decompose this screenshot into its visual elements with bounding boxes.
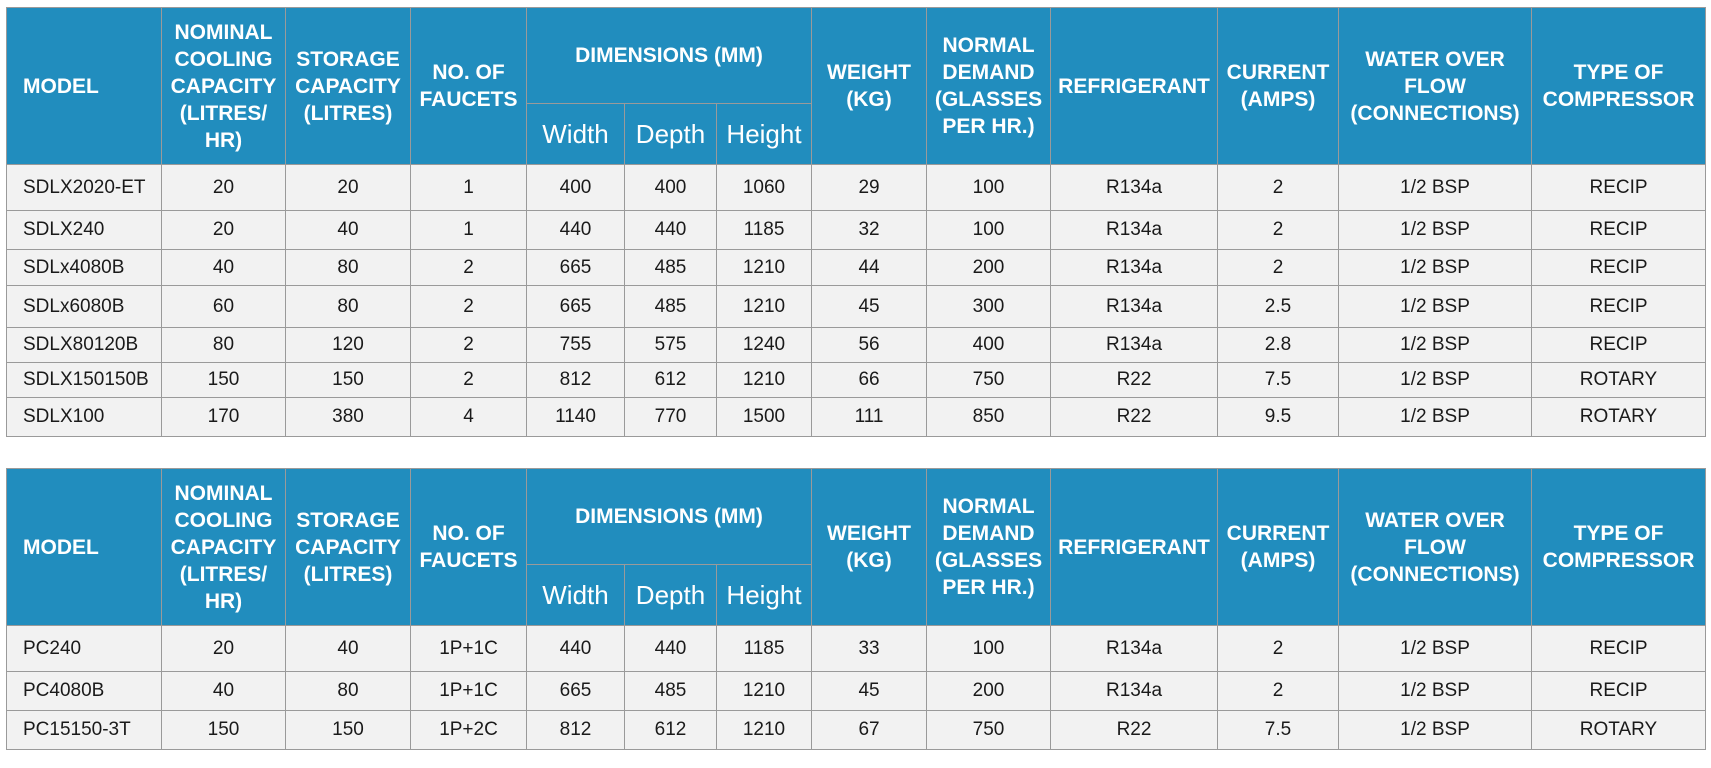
cell-cooling-capacity: 80 [162, 328, 286, 363]
cell-width: 665 [527, 250, 625, 286]
cell-current: 2 [1218, 626, 1339, 672]
cell-weight: 29 [812, 165, 927, 211]
cell-storage-capacity: 150 [286, 363, 411, 398]
cell-storage-capacity: 80 [286, 672, 411, 711]
cell-current: 2 [1218, 211, 1339, 250]
cell-weight: 45 [812, 286, 927, 328]
header-width: Width [527, 104, 625, 165]
table-row [7, 711, 1706, 750]
cell-model: SDLx4080B [7, 250, 162, 286]
header-weight: WEIGHT (KG) [812, 469, 927, 626]
cell-water-overflow: 1/2 BSP [1339, 363, 1532, 398]
cell-cooling-capacity: 20 [162, 626, 286, 672]
cell-cooling-capacity: 20 [162, 211, 286, 250]
cell-water-overflow: 1/2 BSP [1339, 328, 1532, 363]
cell-model: SDLX150150B [7, 363, 162, 398]
cell-demand: 750 [927, 711, 1051, 750]
cell-depth: 485 [625, 672, 717, 711]
spec-table-pc [6, 468, 1706, 750]
cell-refrigerant: R134a [1051, 328, 1218, 363]
cell-water-overflow: 1/2 BSP [1339, 398, 1532, 437]
cell-weight: 56 [812, 328, 927, 363]
cell-storage-capacity: 80 [286, 286, 411, 328]
header-compressor: TYPE OF COMPRESSOR [1532, 469, 1706, 626]
cell-water-overflow: 1/2 BSP [1339, 165, 1532, 211]
cell-height: 1060 [717, 165, 812, 211]
cell-demand: 100 [927, 626, 1051, 672]
cell-faucets: 2 [411, 286, 527, 328]
cell-current: 2.5 [1218, 286, 1339, 328]
cell-compressor: ROTARY [1532, 363, 1706, 398]
header-dimensions: DIMENSIONS (MM) [527, 469, 812, 565]
cell-refrigerant: R134a [1051, 626, 1218, 672]
cell-model: PC240 [7, 626, 162, 672]
cell-refrigerant: R134a [1051, 672, 1218, 711]
cell-weight: 44 [812, 250, 927, 286]
cell-compressor: ROTARY [1532, 398, 1706, 437]
cell-weight: 111 [812, 398, 927, 437]
header-weight: WEIGHT (KG) [812, 8, 927, 165]
cell-compressor: RECIP [1532, 165, 1706, 211]
cell-width: 440 [527, 626, 625, 672]
header-current: CURRENT (AMPS) [1218, 469, 1339, 626]
header-faucets: NO. OF FAUCETS [411, 8, 527, 165]
cell-refrigerant: R22 [1051, 711, 1218, 750]
cell-depth: 575 [625, 328, 717, 363]
cell-water-overflow: 1/2 BSP [1339, 286, 1532, 328]
cell-width: 440 [527, 211, 625, 250]
header-cooling-capacity: NOMINAL COOLING CAPACITY (LITRES/ HR) [162, 469, 286, 626]
header-cooling-capacity: NOMINAL COOLING CAPACITY (LITRES/ HR) [162, 8, 286, 165]
cell-height: 1210 [717, 711, 812, 750]
header-storage-capacity: STORAGE CAPACITY (LITRES) [286, 8, 411, 165]
cell-model: PC15150-3T [7, 711, 162, 750]
cell-storage-capacity: 120 [286, 328, 411, 363]
cell-width: 400 [527, 165, 625, 211]
cell-weight: 45 [812, 672, 927, 711]
cell-cooling-capacity: 150 [162, 363, 286, 398]
cell-current: 7.5 [1218, 363, 1339, 398]
cell-demand: 400 [927, 328, 1051, 363]
table-row [7, 626, 1706, 672]
cell-height: 1185 [717, 211, 812, 250]
cell-compressor: ROTARY [1532, 711, 1706, 750]
header-model: MODEL [7, 8, 162, 165]
header-depth: Depth [625, 565, 717, 626]
cell-depth: 770 [625, 398, 717, 437]
cell-cooling-capacity: 150 [162, 711, 286, 750]
header-height: Height [717, 565, 812, 626]
cell-depth: 400 [625, 165, 717, 211]
cell-faucets: 1 [411, 165, 527, 211]
cell-faucets: 2 [411, 363, 527, 398]
cell-demand: 100 [927, 165, 1051, 211]
cell-height: 1240 [717, 328, 812, 363]
cell-model: PC4080B [7, 672, 162, 711]
cell-depth: 612 [625, 711, 717, 750]
cell-compressor: RECIP [1532, 211, 1706, 250]
cell-weight: 33 [812, 626, 927, 672]
header-height: Height [717, 104, 812, 165]
cell-model: SDLx6080B [7, 286, 162, 328]
cell-compressor: RECIP [1532, 626, 1706, 672]
cell-height: 1210 [717, 363, 812, 398]
cell-storage-capacity: 150 [286, 711, 411, 750]
cell-model: SDLX240 [7, 211, 162, 250]
cell-current: 2.8 [1218, 328, 1339, 363]
header-demand: NORMAL DEMAND (GLASSES PER HR.) [927, 8, 1051, 165]
table-row [7, 363, 1706, 398]
cell-height: 1210 [717, 250, 812, 286]
cell-refrigerant: R134a [1051, 286, 1218, 328]
spec-table-sdlx [6, 7, 1706, 437]
cell-depth: 612 [625, 363, 717, 398]
cell-cooling-capacity: 60 [162, 286, 286, 328]
header-water-overflow: WATER OVER FLOW (CONNECTIONS) [1339, 8, 1532, 165]
cell-width: 1140 [527, 398, 625, 437]
cell-refrigerant: R22 [1051, 363, 1218, 398]
cell-faucets: 2 [411, 250, 527, 286]
cell-depth: 440 [625, 626, 717, 672]
cell-height: 1210 [717, 672, 812, 711]
header-model: MODEL [7, 469, 162, 626]
cell-depth: 485 [625, 286, 717, 328]
cell-width: 812 [527, 363, 625, 398]
cell-storage-capacity: 40 [286, 211, 411, 250]
cell-storage-capacity: 380 [286, 398, 411, 437]
cell-compressor: RECIP [1532, 286, 1706, 328]
cell-refrigerant: R22 [1051, 398, 1218, 437]
cell-height: 1210 [717, 286, 812, 328]
cell-water-overflow: 1/2 BSP [1339, 626, 1532, 672]
cell-storage-capacity: 40 [286, 626, 411, 672]
cell-height: 1500 [717, 398, 812, 437]
cell-height: 1185 [717, 626, 812, 672]
header-refrigerant: REFRIGERANT [1051, 8, 1218, 165]
cell-model: SDLX100 [7, 398, 162, 437]
header-compressor: TYPE OF COMPRESSOR [1532, 8, 1706, 165]
header-depth: Depth [625, 104, 717, 165]
cell-depth: 440 [625, 211, 717, 250]
cell-width: 812 [527, 711, 625, 750]
cell-weight: 67 [812, 711, 927, 750]
cell-cooling-capacity: 40 [162, 250, 286, 286]
cell-storage-capacity: 80 [286, 250, 411, 286]
cell-water-overflow: 1/2 BSP [1339, 211, 1532, 250]
cell-demand: 200 [927, 250, 1051, 286]
header-demand: NORMAL DEMAND (GLASSES PER HR.) [927, 469, 1051, 626]
cell-water-overflow: 1/2 BSP [1339, 250, 1532, 286]
cell-faucets: 2 [411, 328, 527, 363]
cell-water-overflow: 1/2 BSP [1339, 672, 1532, 711]
cell-demand: 200 [927, 672, 1051, 711]
table-body [7, 165, 1706, 437]
cell-width: 665 [527, 672, 625, 711]
header-width: Width [527, 565, 625, 626]
cell-cooling-capacity: 20 [162, 165, 286, 211]
cell-model: SDLX2020-ET [7, 165, 162, 211]
cell-faucets: 1P+2C [411, 711, 527, 750]
cell-current: 2 [1218, 250, 1339, 286]
cell-refrigerant: R134a [1051, 211, 1218, 250]
cell-weight: 66 [812, 363, 927, 398]
cell-compressor: RECIP [1532, 250, 1706, 286]
header-water-overflow: WATER OVER FLOW (CONNECTIONS) [1339, 469, 1532, 626]
cell-weight: 32 [812, 211, 927, 250]
cell-faucets: 1 [411, 211, 527, 250]
cell-refrigerant: R134a [1051, 250, 1218, 286]
cell-current: 2 [1218, 672, 1339, 711]
cell-depth: 485 [625, 250, 717, 286]
cell-faucets: 1P+1C [411, 626, 527, 672]
table-row [7, 672, 1706, 711]
table-row [7, 286, 1706, 328]
cell-width: 665 [527, 286, 625, 328]
cell-current: 2 [1218, 165, 1339, 211]
header-dimensions: DIMENSIONS (MM) [527, 8, 812, 104]
cell-demand: 300 [927, 286, 1051, 328]
cell-water-overflow: 1/2 BSP [1339, 711, 1532, 750]
cell-current: 7.5 [1218, 711, 1339, 750]
cell-current: 9.5 [1218, 398, 1339, 437]
table-row [7, 398, 1706, 437]
cell-faucets: 4 [411, 398, 527, 437]
header-current: CURRENT (AMPS) [1218, 8, 1339, 165]
cell-compressor: RECIP [1532, 328, 1706, 363]
cell-compressor: RECIP [1532, 672, 1706, 711]
cell-refrigerant: R134a [1051, 165, 1218, 211]
table-row [7, 250, 1706, 286]
cell-faucets: 1P+1C [411, 672, 527, 711]
header-faucets: NO. OF FAUCETS [411, 469, 527, 626]
cell-cooling-capacity: 40 [162, 672, 286, 711]
table-row [7, 211, 1706, 250]
header-refrigerant: REFRIGERANT [1051, 469, 1218, 626]
table-body [7, 626, 1706, 750]
cell-cooling-capacity: 170 [162, 398, 286, 437]
cell-width: 755 [527, 328, 625, 363]
cell-demand: 850 [927, 398, 1051, 437]
cell-model: SDLX80120B [7, 328, 162, 363]
header-storage-capacity: STORAGE CAPACITY (LITRES) [286, 469, 411, 626]
cell-demand: 100 [927, 211, 1051, 250]
cell-demand: 750 [927, 363, 1051, 398]
table-row [7, 165, 1706, 211]
table-row [7, 328, 1706, 363]
cell-storage-capacity: 20 [286, 165, 411, 211]
